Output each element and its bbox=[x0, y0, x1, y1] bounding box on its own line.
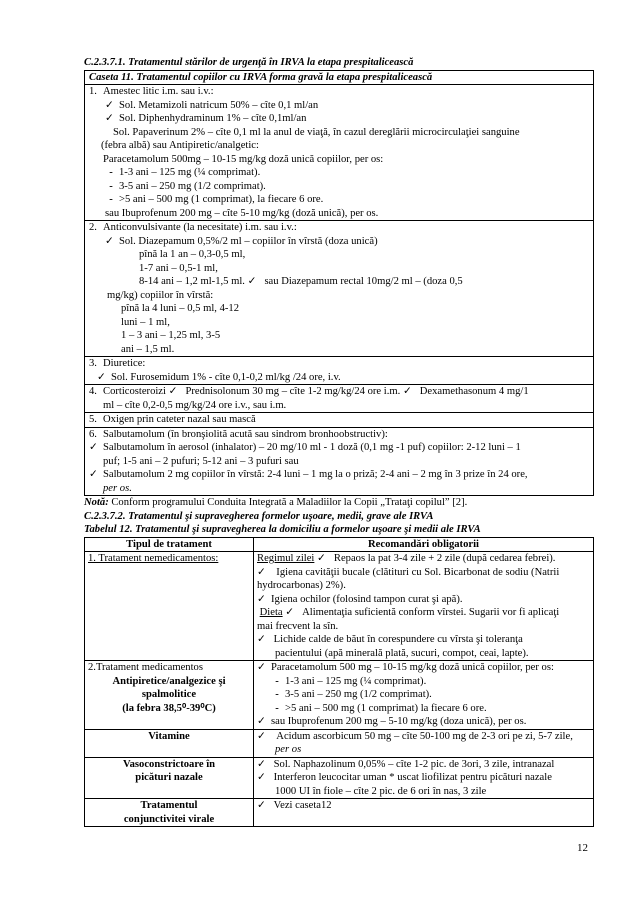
case-box-title: Caseta 11. Tratamentul copiilor cu IRVA forma gravă la etapa prespitalicească bbox=[85, 71, 593, 86]
checkmark-icon: ✓ bbox=[89, 442, 98, 453]
table-header-row bbox=[85, 537, 594, 552]
note: Notă: Conform programului Conduita Integrată a Maladiilor la Copii „Trataţi copilul” [2]. bbox=[84, 497, 468, 508]
case-item-3: 3. Diuretice: ✓ Sol. Furosemidum 1% - cîte 0,1-0,2 ml/kg /24 ore, i.v. bbox=[85, 357, 593, 385]
checkmark-icon: ✓ bbox=[247, 276, 257, 287]
table-row: Vasoconstrictoare în picături nazale ✓ Sol. Naphazolinum 0,05% – cîte 1-2 pic. de 3ori, 3 zile, intranazal ✓ Interferon leucocitar uman * uscat liofilizat pentru picături nazale 1000 UI în fiole – cîte 2 pic. de 6 ori în nas, 3 zile bbox=[85, 757, 594, 799]
checkmark-icon: ✓ bbox=[402, 386, 412, 397]
document-page bbox=[84, 56, 594, 827]
section-title-2: C.2.3.7.2. Tratamentul şi supravegherea formelor uşoare, medii, grave ale IRVA bbox=[84, 510, 434, 522]
case-item-1: 1. Amestec litic i.m. sau i.v.: ✓ Sol. Metamizoli natricum 50% – cîte 0,1 ml/an ✓ Sol. Diphenhydraminum 1% – cîte 0,1ml/an Sol. Papaverinum 2% – cîte 0,1 ml la anul de viaţă, în cazul dereglării microcirculaţiei sanguine (febra albă) sau Antipiretic/analgetic: Paracetamolum 500mg – 10-15 mg/kg doză unică copiilor, per os: - 1-3 ani – 125 mg (¼ comprimat). - 3-5 ani – 250 mg (1/2 comprimat). - >5 ani – 500 mg (1 comprimat), la fiecare 6 ore. sau Ibuprofenum 200 mg – cîte 5-10 mg/kg (doză unică), per os. bbox=[85, 85, 593, 221]
table-row: Vitamine ✓ Acidum ascorbicum 50 mg – cîte 50-100 mg de 2-3 ori pe zi, 5-7 zile, per os bbox=[85, 729, 594, 757]
case-item-4: 4. Corticosteroizi ✓ Prednisolonum 30 mg – cîte 1-2 mg/kg/24 ore i.m. ✓ Dexamethasonum 4 mg/1 ml – cîte 0,2-0,5 mg/kg/24 ore i.v., sau i.m. bbox=[85, 385, 593, 413]
checkmark-icon: ✓ bbox=[285, 607, 295, 618]
case-item-6: 6. Salbutamolum (în bronşiolită acută sau sindrom bronhoobstructiv): ✓ Salbutamolum în aerosol (inhalator) – 20 mg/10 ml - 1 doză (0,1 mg -1 puf) copiilor: 2-12 luni – 1 puf; 1-5 ani – 2 pufuri; 5-12 ani – 3 pufuri sau ✓ Salbutamolum 2 mg copiilor în vîrstă: 2-4 luni – 1 mg la o priză; 2-4 ani – 2 mg în 3 prize în 24 ore, per os. bbox=[89, 428, 528, 494]
case-item-2: 2. Anticonvulsivante (la necesitate) i.m. sau i.v.: ✓ Sol. Diazepamum 0,5%/2 ml – copiilor în vîrstă (doza unică) pînă la 1 an – 0,3-0,5 ml, 1-7 ani – 0,5-1 ml, 8-14 ani – 1,2 ml-1,5 ml. ✓ sau Diazepamum rectal 10mg/2 ml – (doza 0,5 mg/kg) copiilor în vîrstă: pînă la 4 luni – 0,5 ml, 4-12 luni – 1 ml, 1 – 3 ani – 1,25 ml, 3-5 ani – 1,5 ml. bbox=[85, 221, 593, 357]
checkmark-icon: ✓ bbox=[97, 371, 106, 383]
case-box-11 bbox=[84, 70, 594, 497]
table-row: 1. Tratament nemedicamentos: Regimul zilei ✓ Repaos la pat 3-4 zile + 2 zile (după cedarea febrei). ✓ Igiena cavităţii bucale (clătituri cu Sol. Bicarbonat de sodiu (Natrii hydrocarbonas) 2%). ✓ Igiena ochilor (folosind tampon curat şi apă). Dieta ✓ Alimentaţia suficientă conform vîrstei. Sugarii vor fi aplicaţi mai frecvent la sîn. ✓ Lichide calde de băut în corespundere cu vîrsta şi toleranţa pacientului (apă minerală plată, sucuri, compot, ceai, lapte). bbox=[85, 552, 594, 661]
checkmark-icon: ✓ bbox=[317, 553, 326, 564]
checkmark-icon: ✓ bbox=[257, 772, 266, 783]
table-title: Tabelul 12. Tratamentul şi supravegherea la domiciliu a formelor uşoare şi medii ale IRVA bbox=[84, 524, 481, 535]
checkmark-icon: ✓ bbox=[257, 716, 266, 727]
checkmark-icon: ✓ bbox=[257, 634, 266, 645]
section-title: C.2.3.7.1. Tratamentul stărilor de urgenţă în IRVA la etapa prespitalicească bbox=[84, 57, 414, 68]
checkmark-icon: ✓ bbox=[257, 593, 266, 605]
checkmark-icon: ✓ bbox=[257, 566, 266, 578]
checkmark-icon: ✓ bbox=[257, 800, 266, 811]
checkmark-icon: ✓ bbox=[105, 99, 114, 111]
table-row: Tratamentul conjunctivitei virale ✓ Vezi caseta12 bbox=[85, 799, 594, 827]
checkmark-icon: ✓ bbox=[105, 113, 114, 124]
checkmark-icon: ✓ bbox=[257, 758, 266, 770]
checkmark-icon: ✓ bbox=[89, 469, 98, 480]
case-item-5: 5. Oxigen prin cateter nazal sau mască bbox=[85, 413, 593, 428]
checkmark-icon: ✓ bbox=[257, 730, 266, 742]
treatment-table bbox=[84, 537, 594, 828]
checkmark-icon: ✓ bbox=[257, 662, 266, 673]
column-header-type: Tipul de tratament bbox=[85, 537, 254, 552]
table-row: 2.Tratament medicamentos Antipiretice/analgezice şi spalmolitice (la febra 38,5⁰-39⁰C) ✓ Paracetamolum 500 mg – 10-15 mg/kg doză unică copiilor, per os: - 1-3 ani – 125 mg (¼ comprimat). - 3-5 ani – 250 mg (1/2 comprimat). - >5 ani – 500 mg (1 comprimat) la fiecare 6 ore. ✓ sau Ibuprofenum 200 mg – 5-10 mg/kg (doza unică), per os. bbox=[85, 661, 594, 730]
checkmark-icon: ✓ bbox=[168, 386, 178, 397]
page-number: 12 bbox=[577, 842, 588, 854]
checkmark-icon: ✓ bbox=[105, 235, 114, 247]
column-header-recommendations: Recomandări obligatorii bbox=[254, 537, 594, 552]
